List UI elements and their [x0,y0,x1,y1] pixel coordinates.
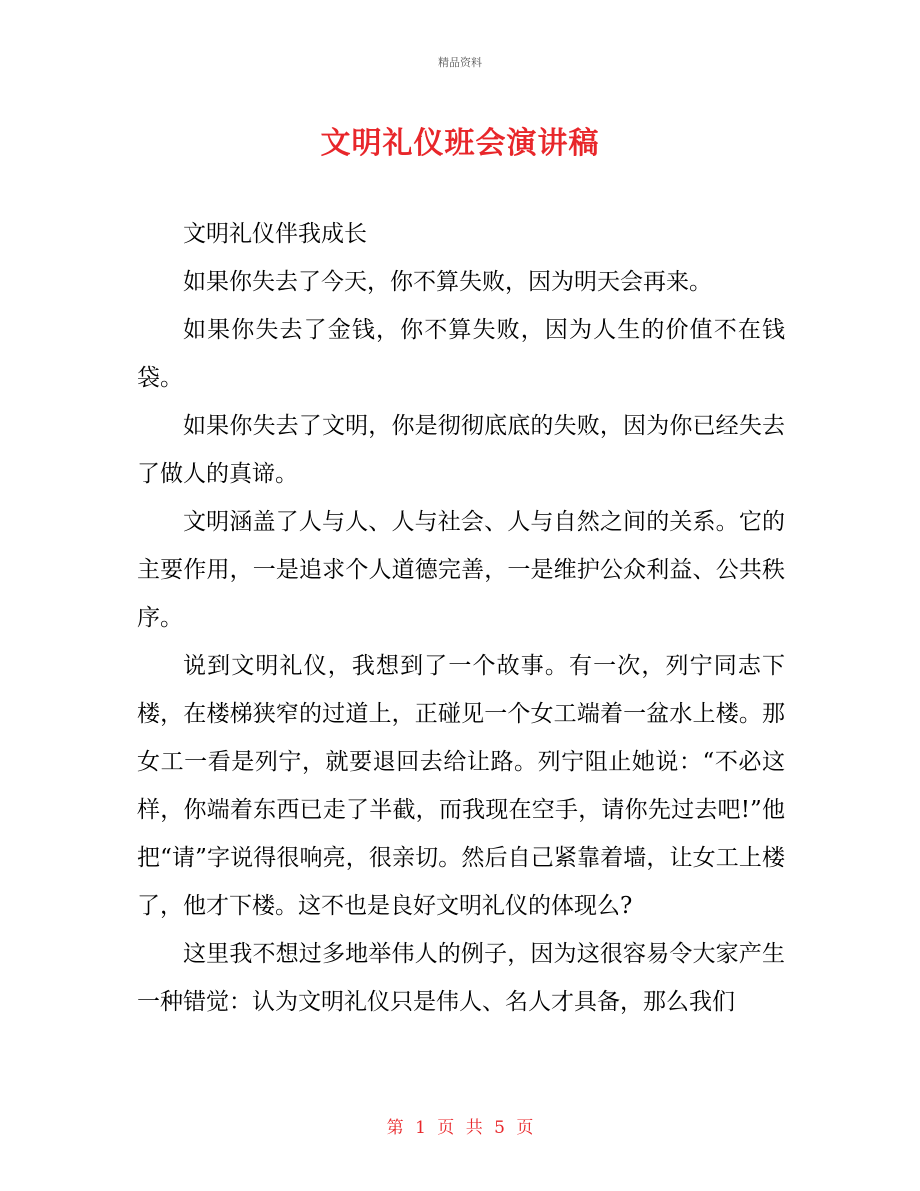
paragraph: 文明礼仪伴我成长 [183,221,367,247]
page-header: 精品资料 [438,56,482,69]
page-number-footer: 第 1 页 共 5 页 [386,1118,534,1138]
paragraph: 说到文明礼仪，我想到了一个故事。有一次，列宁同志下楼，在楼梯狭窄的过道上，正碰见一个女工端着一盆水上楼。那女工一看是列宁，就要退回去给让路。列宁阻止她说：“不必这样，你端着东西已走了半截，而我现在空手，请你先过去吧!”他把“请”字说得很响亮，很亲切。然后自己紧靠着墙，让女工上楼了，他才下楼。这不也是良好文明礼仪的体现么? [137,653,785,919]
paragraph: 如果你失去了今天，你不算失败，因为明天会再来。 [183,269,712,295]
paragraph: 文明涵盖了人与人、人与社会、人与自然之间的关系。它的主要作用，一是追求个人道德完善，一是维护公众利益、公共秩序。 [137,509,785,631]
document-body [137,210,785,1026]
paragraph: 如果你失去了文明，你是彻彻底底的失败，因为你已经失去了做人的真谛。 [137,413,785,487]
document-title: 文明礼仪班会演讲稿 [320,126,600,161]
paragraph: 如果你失去了金钱，你不算失败，因为人生的价值不在钱袋。 [137,317,785,391]
paragraph: 这里我不想过多地举伟人的例子，因为这很容易令大家产生一种错觉：认为文明礼仪只是伟人、名人才具备，那么我们 [137,941,785,1015]
